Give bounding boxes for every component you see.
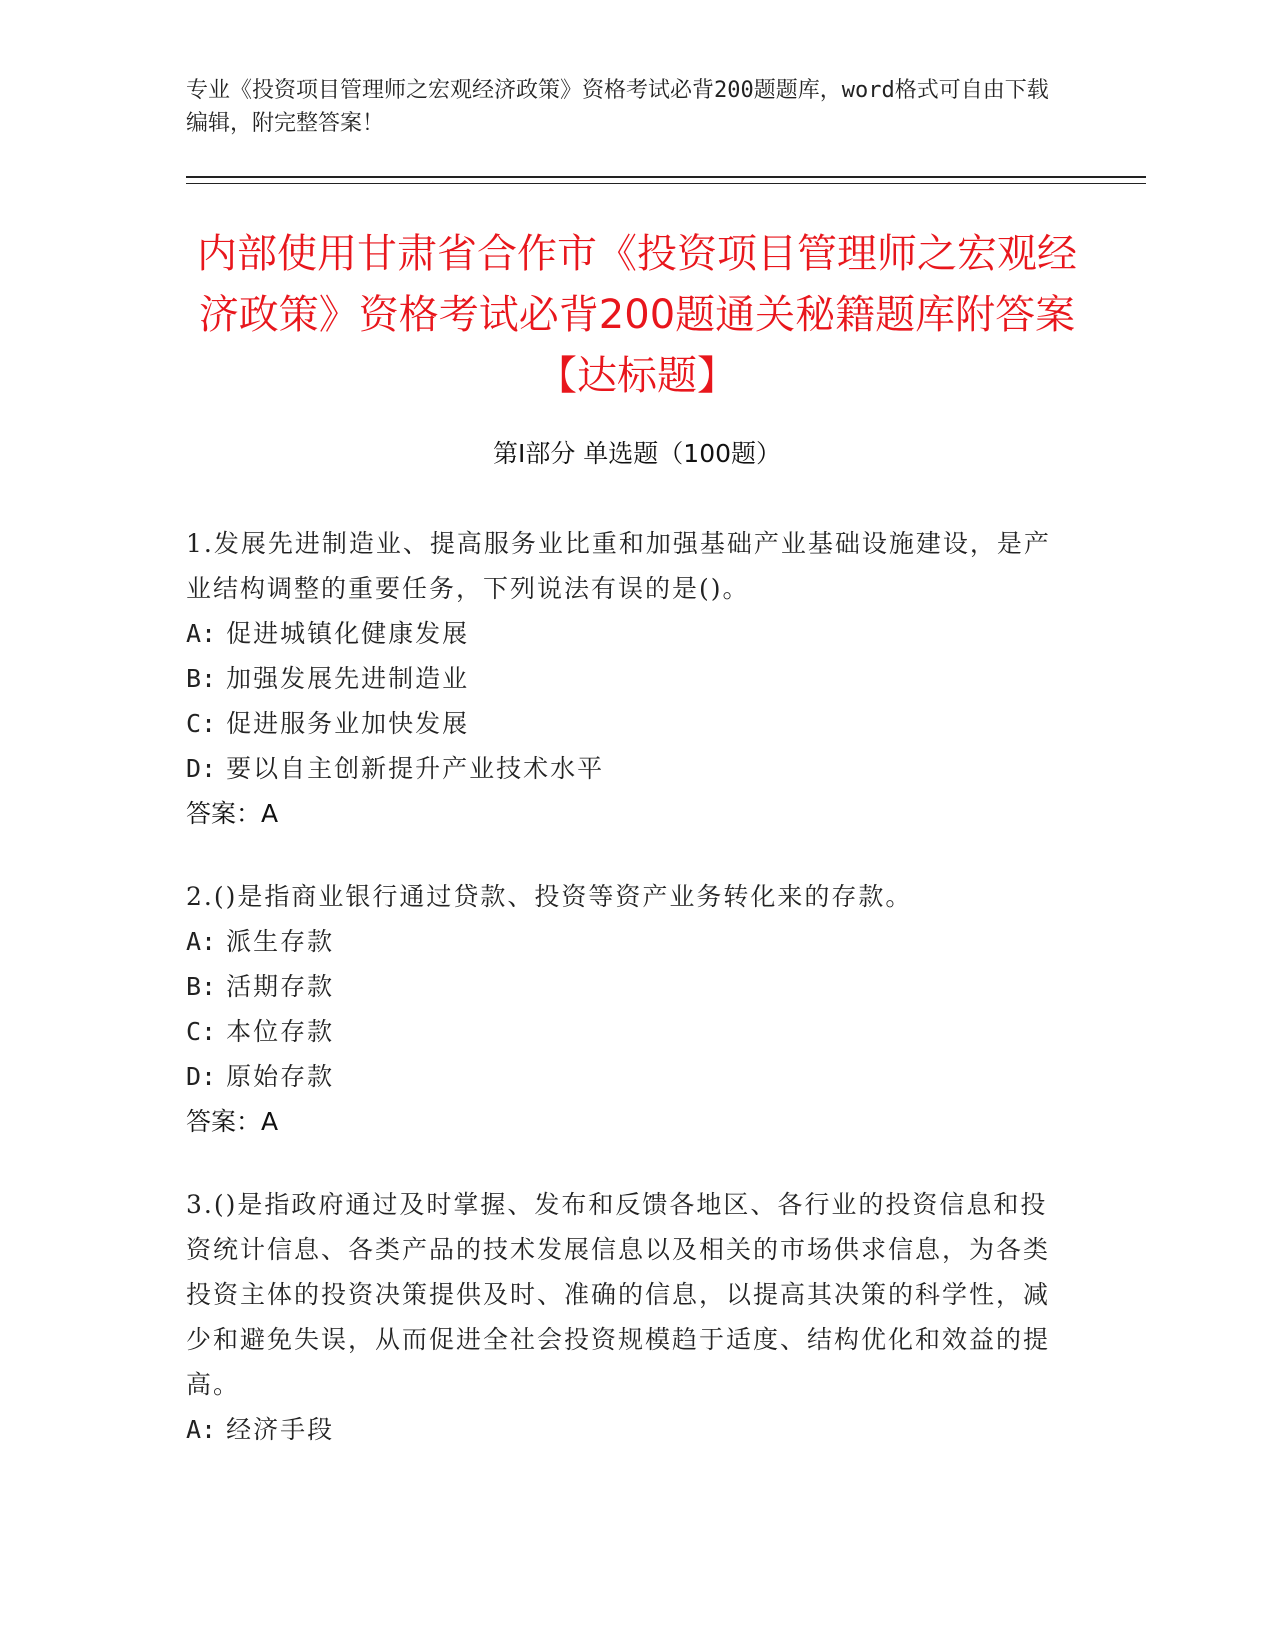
option-text: 原始存款: [226, 1062, 335, 1091]
question-1: [186, 521, 1056, 836]
option-letter: D:: [186, 1062, 217, 1091]
option-text: 促进城镇化健康发展: [226, 619, 470, 648]
document-title: 内部使用甘肃省合作市《投资项目管理师之宏观经济政策》资格考试必背200题通关秘籍题库附答案【达标题】: [197, 231, 1077, 399]
answer-line: 答案：A: [186, 799, 279, 828]
option-d: [186, 1054, 1056, 1099]
answer-line: 答案：A: [186, 1107, 279, 1136]
option-text: 经济手段: [226, 1415, 335, 1444]
option-text: 活期存款: [226, 972, 335, 1001]
option-text: 要以自主创新提升产业技术水平: [226, 754, 605, 783]
option-text: 加强发展先进制造业: [226, 664, 470, 693]
option-letter: D:: [186, 754, 217, 783]
header-note: 专业《投资项目管理师之宏观经济政策》资格考试必背200题题库，word格式可自由下载编辑，附完整答案！: [186, 78, 1049, 136]
section-heading: 第I部分 单选题（100题）: [492, 439, 782, 468]
header-rule-thin: [186, 183, 1146, 184]
option-letter: A:: [186, 1415, 217, 1444]
question-text: 1.发展先进制造业、提高服务业比重和加强基础产业基础设施建设，是产业结构调整的重要任务，下列说法有误的是()。: [186, 529, 1051, 603]
question-list: [186, 521, 1056, 1490]
option-text: 本位存款: [226, 1017, 335, 1046]
option-letter: B:: [186, 664, 217, 693]
question-text: 2.()是指商业银行通过贷款、投资等资产业务转化来的存款。: [186, 882, 913, 911]
option-d: [186, 746, 1056, 791]
option-text: 促进服务业加快发展: [226, 709, 470, 738]
option-letter: C:: [186, 709, 217, 738]
question-2: [186, 874, 1056, 1144]
option-letter: B:: [186, 972, 217, 1001]
option-text: 派生存款: [226, 927, 335, 956]
option-c: [186, 1009, 1056, 1054]
question-text: 3.()是指政府通过及时掌握、发布和反馈各地区、各行业的投资信息和投资统计信息、各类产品的技术发展信息以及相关的市场供求信息，为各类投资主体的投资决策提供及时、准确的信息，以提高其决策的科学性，减少和避免失误，从而促进全社会投资规模趋于适度、结构优化和效益的提高。: [186, 1190, 1051, 1399]
option-c: [186, 701, 1056, 746]
option-a: [186, 919, 1056, 964]
option-letter: C:: [186, 1017, 217, 1046]
option-b: [186, 656, 1056, 701]
option-a: [186, 611, 1056, 656]
header-rule-thick: [186, 176, 1146, 178]
option-b: [186, 964, 1056, 1009]
option-letter: A:: [186, 927, 217, 956]
option-a: [186, 1407, 1056, 1452]
question-3: [186, 1182, 1056, 1452]
option-letter: A:: [186, 619, 217, 648]
